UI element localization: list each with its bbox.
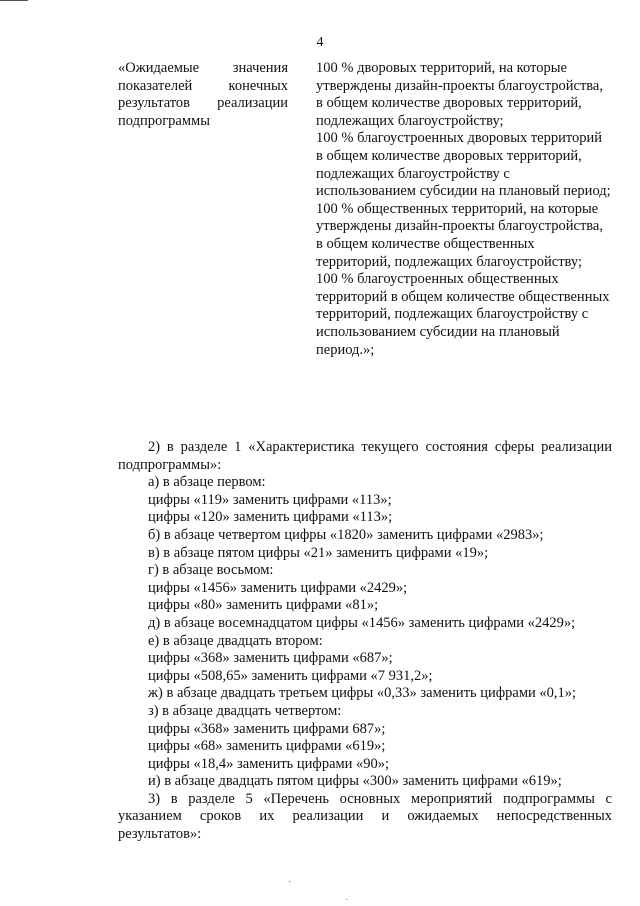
list-item: цифры «119» заменить цифрами «113»; bbox=[148, 491, 392, 508]
corner-scan-mark bbox=[0, 0, 28, 5]
list-item: г) в абзаце восьмом: bbox=[148, 562, 274, 579]
paragraph-2-line: 2) в разделе 1 «Характеристика текущего состояния сферы реализации bbox=[148, 439, 612, 455]
scan-speck: · bbox=[288, 877, 292, 888]
indicator-item: 100 % благоустроенных дворовых территорий в общем количестве дворовых территорий, подлежащих благоустройству с использованием субсидии на плановый период; bbox=[316, 130, 611, 200]
list-item: цифры «120» заменить цифрами «113»; bbox=[148, 509, 393, 526]
list-item: в) в абзаце пятом цифры «21» заменить цифрами «19»; bbox=[148, 544, 489, 561]
list-item: цифры «508,65» заменить цифрами «7 931,2»; bbox=[148, 667, 433, 684]
list-item: цифры «80» заменить цифрами «81»; bbox=[148, 597, 379, 614]
list-item: ж) в абзаце двадцать третьем цифры «0,33» заменить цифрами «0,1»; bbox=[148, 685, 577, 702]
list-item: цифры «368» заменить цифрами 687»; bbox=[148, 720, 386, 737]
list-item: б) в абзаце четвертом цифры «1820» заменить цифрами «2983»; bbox=[148, 526, 544, 543]
paragraph-3-line: результатов»: bbox=[118, 826, 202, 843]
list-item: цифры «1456» заменить цифрами «2429»; bbox=[148, 579, 408, 596]
list-item: и) в абзаце двадцать пятом цифры «300» заменить цифрами «619»; bbox=[148, 773, 562, 790]
indicator-item: 100 % общественных территорий, на которые утверждены дизайн-проекты благоустройства, в общем количестве общественных территорий, подлежащих благоустройству; bbox=[316, 200, 603, 270]
table-left-cell: «Ожидаемые значения показателей конечных результатов реализации подпрограммы bbox=[118, 60, 288, 129]
list-item: цифры «368» заменить цифрами «687»; bbox=[148, 650, 393, 667]
paragraph-2-line: подпрограммы»: bbox=[118, 456, 222, 473]
list-item: цифры «68» заменить цифрами «619»; bbox=[148, 738, 386, 755]
list-item: д) в абзаце восемнадцатом цифры «1456» заменить цифрами «2429»; bbox=[148, 614, 576, 631]
page-number: 4 bbox=[316, 35, 324, 50]
paragraph-3-line: указанием сроков их реализации и ожидаемых непосредственных bbox=[118, 808, 612, 825]
table-right-cell bbox=[316, 60, 612, 359]
indicator-item: 100 % благоустроенных общественных территорий в общем количестве общественных территорий, подлежащих благоустройству с использованием субсидии на плановый период.»; bbox=[316, 271, 610, 358]
list-item: а) в абзаце первом: bbox=[148, 474, 266, 491]
document-body bbox=[118, 439, 612, 844]
scan-speck: · bbox=[345, 895, 349, 906]
indicator-item: 100 % дворовых территорий, на которые утверждены дизайн-проекты благоустройства, в общем количестве дворовых территорий, подлежащих благоустройству; bbox=[316, 60, 603, 129]
list-item: цифры «18,4» заменить цифрами «90»; bbox=[148, 755, 390, 772]
list-item: з) в абзаце двадцать четвертом: bbox=[148, 702, 342, 719]
list-item: е) в абзаце двадцать втором: bbox=[148, 632, 323, 649]
paragraph-3-line: 3) в разделе 5 «Перечень основных мероприятий подпрограммы с bbox=[148, 790, 612, 807]
